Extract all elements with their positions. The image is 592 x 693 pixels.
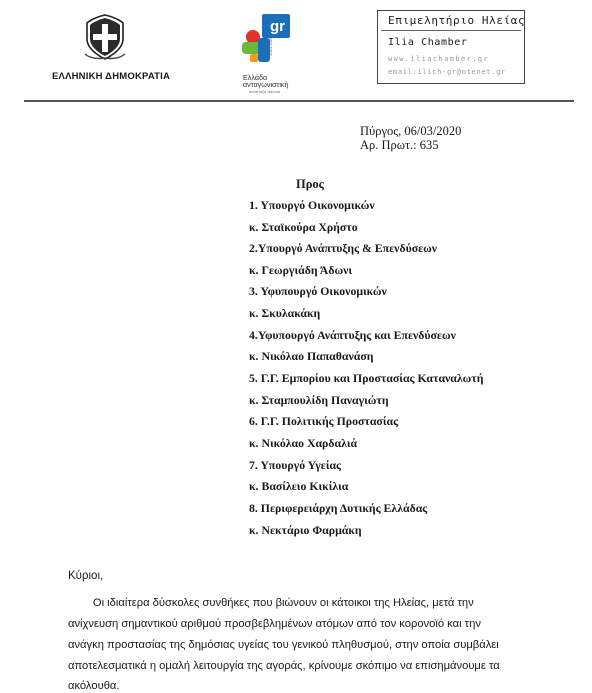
chamber-email: email:ilich-gr@otenet.gr	[388, 68, 506, 76]
protocol-number: Αρ. Πρωτ.: 635	[360, 138, 439, 152]
recipient-line: 1. Υπουργό Οικονομικών	[249, 198, 375, 212]
body-line: ανίχνευση σημαντικού αριθμού προσβεβλημένων ατόμων από τον κορονοϊό και την	[68, 618, 481, 630]
recipient-line: κ. Βασίλειο Κικίλια	[249, 479, 349, 493]
chamber-website: www.iliachamber.gr	[388, 55, 490, 63]
recipient-line: κ. Νεκτάριο Φαρμάκη	[249, 523, 362, 537]
recipient-line: κ. Σταμπουλίδη Παναγιώτη	[249, 393, 389, 407]
recipient-line: κ. Σταϊκούρα Χρήστο	[249, 220, 358, 234]
recipient-line: 7. Υπουργό Υγείας	[249, 458, 342, 472]
recipient-line: 4.Υφυπουργό Ανάπτυξης και Επενδύσεων	[249, 328, 456, 342]
logo-year: 2014-2020	[268, 36, 273, 56]
recipient-line: 2.Υπουργό Ανάπτυξης & Επενδύσεων	[249, 241, 438, 255]
body-line: ακόλουθα.	[68, 680, 120, 692]
salutation: Κύριοι,	[68, 570, 104, 582]
logo-text-greece: Ελλάδα	[243, 73, 268, 82]
logo-text-tagline: ανάπτυξη παντού	[249, 89, 281, 94]
body-line: ανάγκη προστασίας της δημόσιας υγείας του γενικού πληθυσμού, στην οποία συμβάλει	[68, 639, 499, 651]
logo-text-competitive: ανταγωνιστική	[243, 80, 289, 89]
republic-label: ΕΛΛΗΝΙΚΗ ΔΗΜΟΚΡΑΤΙΑ	[52, 71, 171, 82]
logo-badge-text: gr	[270, 18, 285, 35]
recipient-line: 6. Γ.Γ. Πολιτικής Προστασίας	[249, 414, 399, 428]
greece-competitive-logo-icon	[238, 10, 300, 66]
body-line: Οι ιδιαίτερα δύσκολες συνθήκες που βιώνουν οι κάτοικοι της Ηλείας, μετά την	[68, 597, 474, 609]
date-line: Πύργος, 06/03/2020	[360, 124, 462, 138]
chamber-name-english: Ilia Chamber	[388, 37, 468, 48]
header-divider	[24, 100, 574, 102]
chamber-divider	[381, 30, 521, 31]
recipient-line: 3. Υφυπουργό Οικονομικών	[249, 284, 387, 298]
recipient-line: κ. Νικόλαο Χαρδαλιά	[249, 436, 358, 450]
greek-emblem-icon	[84, 14, 126, 60]
recipient-line: 5. Γ.Γ. Εμπορίου και Προστασίας Καταναλωτή	[249, 371, 484, 385]
recipient-line: κ. Νικόλαο Παπαθανάση	[249, 349, 374, 363]
recipients-label: Προς	[296, 177, 324, 191]
chamber-name-greek: Επιμελητήριο Ηλείας	[388, 14, 526, 27]
recipient-line: κ. Γεωργιάδη Άδωνι	[249, 263, 353, 277]
recipient-line: 8. Περιφερειάρχη Δυτικής Ελλάδας	[249, 501, 428, 515]
body-line: αποτελεσματικά η ομαλή λειτουργία της αγοράς, κρίνουμε σκόπιμο να επισημάνουμε τα	[68, 660, 500, 672]
recipient-line: κ. Σκυλακάκη	[249, 306, 321, 320]
